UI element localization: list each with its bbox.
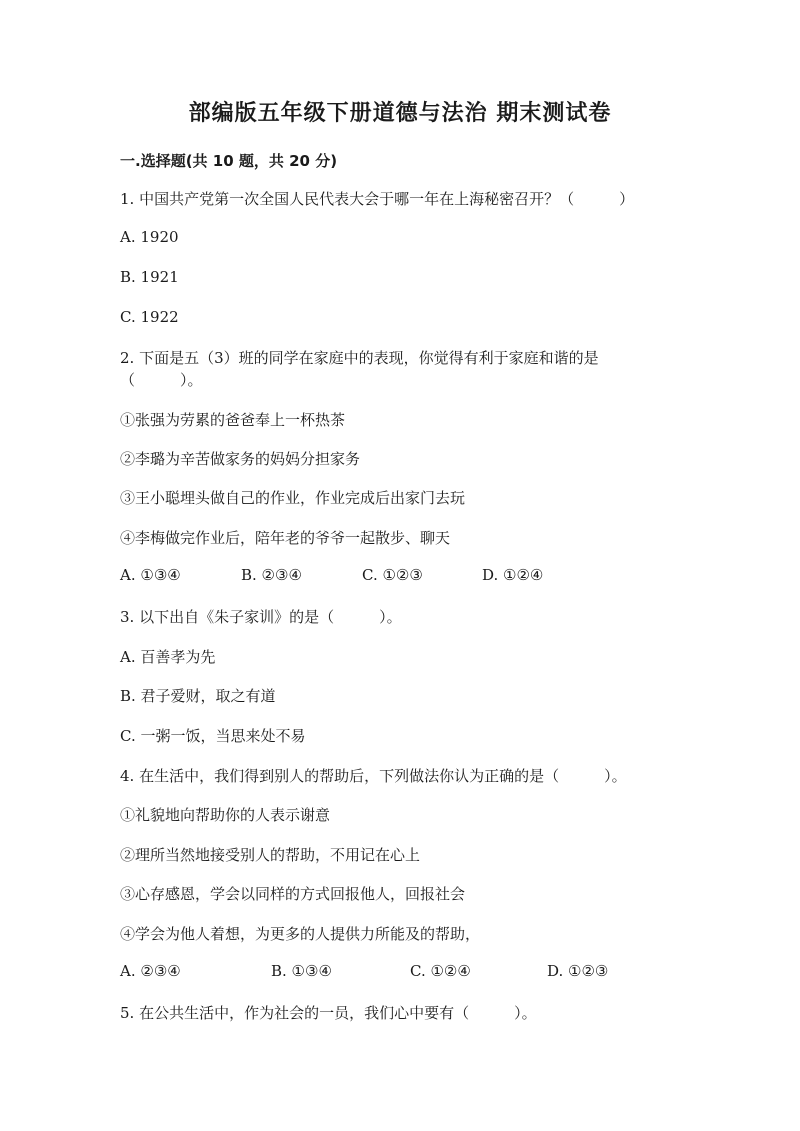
- q2-item-2: ②李璐为辛苦做家务的妈妈分担家务: [120, 450, 361, 468]
- question-2-cont: （ ）。: [120, 371, 203, 389]
- q4-item-2: ②理所当然地接受别人的帮助，不用记在心上: [120, 846, 421, 864]
- q4-option-c: C. ①②④: [410, 962, 471, 980]
- q4-item-4: ④学会为他人着想，为更多的人提供力所能及的帮助，: [120, 925, 481, 943]
- question-1: 1. 中国共产党第一次全国人民代表大会于哪一年在上海秘密召开？（ ）: [120, 190, 635, 208]
- q2-option-d: D. ①②④: [482, 566, 544, 584]
- q1-option-a: A. 1920: [120, 228, 179, 246]
- q2-item-3: ③王小聪埋头做自己的作业，作业完成后出家门去玩: [120, 489, 466, 507]
- q3-option-b: B. 君子爱财，取之有道: [120, 687, 276, 705]
- q1-option-b: B. 1921: [120, 268, 179, 286]
- q4-item-1: ①礼貌地向帮助你的人表示谢意: [120, 806, 331, 824]
- section-heading: 一.选择题(共 10 题，共 20 分): [120, 152, 338, 170]
- q3-option-c: C. 一粥一饭，当思来处不易: [120, 727, 306, 745]
- q2-item-4: ④李梅做完作业后，陪年老的爷爷一起散步、聊天: [120, 529, 451, 547]
- question-2: 2. 下面是五（3）班的同学在家庭中的表现，你觉得有利于家庭和谐的是: [120, 349, 599, 367]
- q4-item-3: ③心存感恩，学会以同样的方式回报他人，回报社会: [120, 885, 466, 903]
- q2-item-1: ①张强为劳累的爸爸奉上一杯热茶: [120, 411, 346, 429]
- q2-option-c: C. ①②③: [362, 566, 423, 584]
- q2-option-a: A. ①③④: [120, 566, 181, 584]
- page-title: 部编版五年级下册道德与法治 期末测试卷: [188, 101, 612, 126]
- q4-option-d: D. ①②③: [547, 962, 609, 980]
- question-4: 4. 在生活中，我们得到别人的帮助后，下列做法你认为正确的是（ ）。: [120, 767, 627, 785]
- q2-option-b: B. ②③④: [241, 566, 302, 584]
- question-5: 5. 在公共生活中，作为社会的一员，我们心中要有（ ）。: [120, 1004, 537, 1022]
- question-3: 3. 以下出自《朱子家训》的是（ ）。: [120, 608, 402, 626]
- q1-option-c: C. 1922: [120, 308, 179, 326]
- q4-option-b: B. ①③④: [271, 962, 332, 980]
- q3-option-a: A. 百善孝为先: [120, 648, 216, 666]
- q4-option-a: A. ②③④: [120, 962, 181, 980]
